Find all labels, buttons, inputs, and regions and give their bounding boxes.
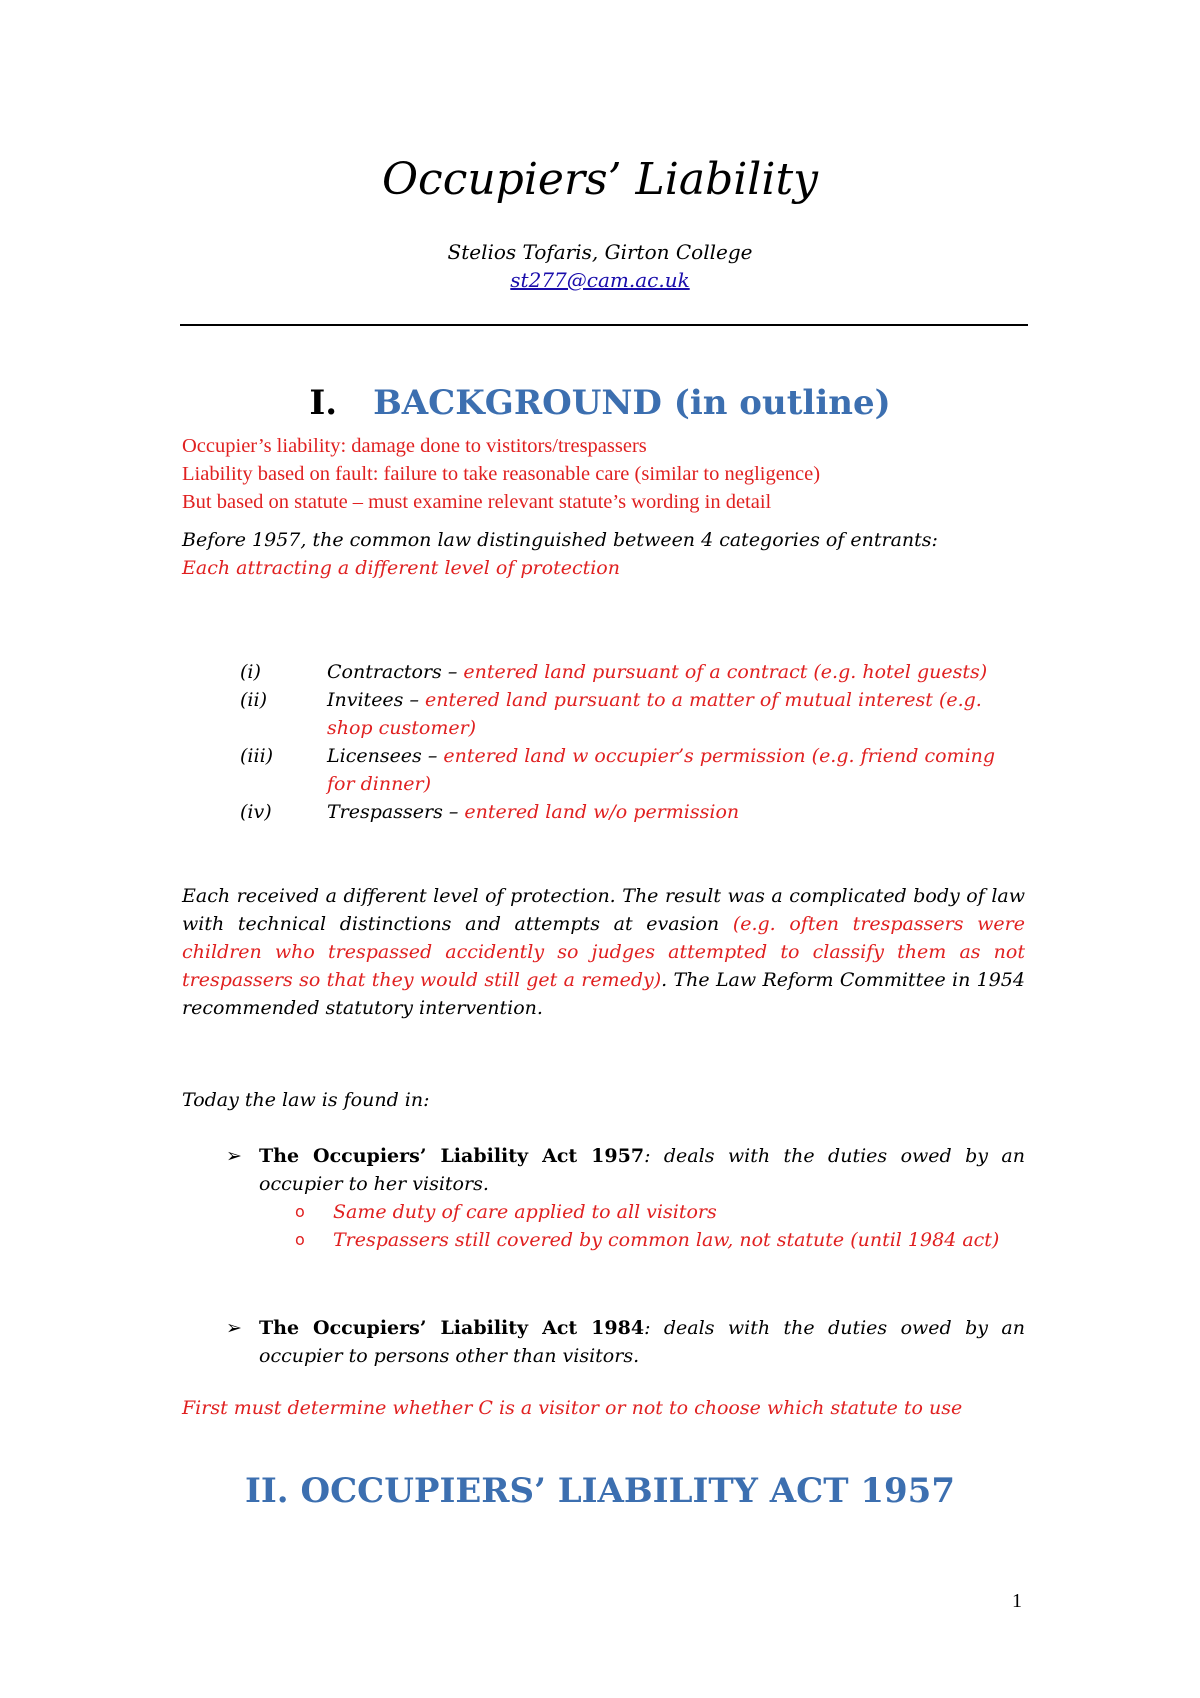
circle-bullet-icon: o bbox=[295, 1230, 305, 1249]
act-1984-bullet bbox=[226, 1314, 1025, 1370]
act-description: : deals with the duties owed by an occupier to her visitors. bbox=[259, 1145, 1025, 1195]
summary-notes bbox=[182, 432, 1022, 516]
today-line: Today the law is found in: bbox=[182, 1089, 430, 1111]
category-name: Licensees – bbox=[327, 745, 444, 767]
horizontal-divider bbox=[180, 324, 1028, 326]
intro-line-red: Each attracting a different level of protection bbox=[182, 557, 620, 579]
bullet-item bbox=[226, 1314, 1025, 1370]
history-text-end: . The Law Reform Committee in 1954 recommended statutory intervention. bbox=[182, 969, 1025, 1019]
category-desc: entered land pursuant to a matter of mutual interest (e.g. shop customer) bbox=[327, 689, 982, 739]
category-desc: entered land pursuant of a contract (e.g. hotel guests) bbox=[463, 661, 988, 683]
author-line: Stelios Tofaris, Girton College bbox=[447, 240, 753, 264]
act-title: The Occupiers’ Liability Act 1984 bbox=[259, 1317, 645, 1339]
category-name: Trespassers – bbox=[327, 801, 465, 823]
summary-line: But based on statute – must examine relevant statute’s wording in detail bbox=[182, 491, 772, 513]
page-number: 1 bbox=[1012, 1590, 1022, 1612]
list-item bbox=[240, 658, 1025, 686]
act-title: The Occupiers’ Liability Act 1957 bbox=[259, 1145, 645, 1167]
list-numeral: (iv) bbox=[240, 801, 272, 823]
summary-line: Occupier’s liability: damage done to vistitors/trespassers bbox=[182, 435, 647, 457]
arrow-bullet-icon: ➢ bbox=[226, 1145, 242, 1167]
history-paragraph bbox=[182, 882, 1025, 1022]
act-1957-bullet bbox=[226, 1142, 1025, 1254]
section-heading-act-1957: II. OCCUPIERS’ LIABILITY ACT 1957 bbox=[245, 1471, 955, 1511]
list-numeral: (iii) bbox=[240, 745, 274, 767]
author-email bbox=[0, 266, 1200, 294]
first-must-line: First must determine whether C is a visitor or not to choose which statute to use bbox=[182, 1397, 963, 1419]
section-heading-background bbox=[0, 380, 1200, 426]
section-number: I. bbox=[309, 383, 338, 423]
intro-line: Before 1957, the common law distinguished between 4 categories of entrants: bbox=[182, 529, 938, 551]
summary-line: Liability based on fault: failure to take reasonable care (similar to negligence) bbox=[182, 463, 821, 485]
circle-bullet-icon: o bbox=[295, 1202, 305, 1221]
list-item bbox=[240, 798, 1025, 826]
sub-bullet-text: Trespassers still covered by common law, not statute (until 1984 act) bbox=[333, 1229, 1000, 1251]
sub-bullet-item bbox=[295, 1198, 1025, 1226]
category-desc: entered land w occupier’s permission (e.g. friend coming for dinner) bbox=[327, 745, 996, 795]
category-name: Contractors – bbox=[327, 661, 464, 683]
list-numeral: (i) bbox=[240, 661, 261, 683]
email-link[interactable]: st277@cam.ac.uk bbox=[510, 268, 690, 292]
document-title: Occupiers’ Liability bbox=[381, 154, 818, 205]
category-name: Invitees – bbox=[327, 689, 426, 711]
entrant-categories-list bbox=[240, 658, 1025, 826]
category-desc: entered land w/o permission bbox=[464, 801, 740, 823]
history-text: Each received a different level of protection. The result was a complicated body of law with technical distinctions and attempts at evasion bbox=[182, 885, 1025, 935]
bullet-item bbox=[226, 1142, 1025, 1198]
list-numeral: (ii) bbox=[240, 689, 267, 711]
act-description: : deals with the duties owed by an occupier to persons other than visitors. bbox=[259, 1317, 1025, 1367]
section-title: BACKGROUND (in outline) bbox=[373, 383, 891, 423]
intro-paragraph bbox=[182, 526, 1025, 582]
arrow-bullet-icon: ➢ bbox=[226, 1317, 242, 1339]
list-item bbox=[240, 686, 1025, 742]
sub-bullet-item bbox=[295, 1226, 1025, 1254]
sub-bullet-text: Same duty of care applied to all visitors bbox=[333, 1201, 717, 1223]
list-item bbox=[240, 742, 1025, 798]
history-example: (e.g. often trespassers were children who trespassed accidently so judges attempted to classify them as not trespassers so that they would still get a remedy) bbox=[182, 913, 1025, 991]
